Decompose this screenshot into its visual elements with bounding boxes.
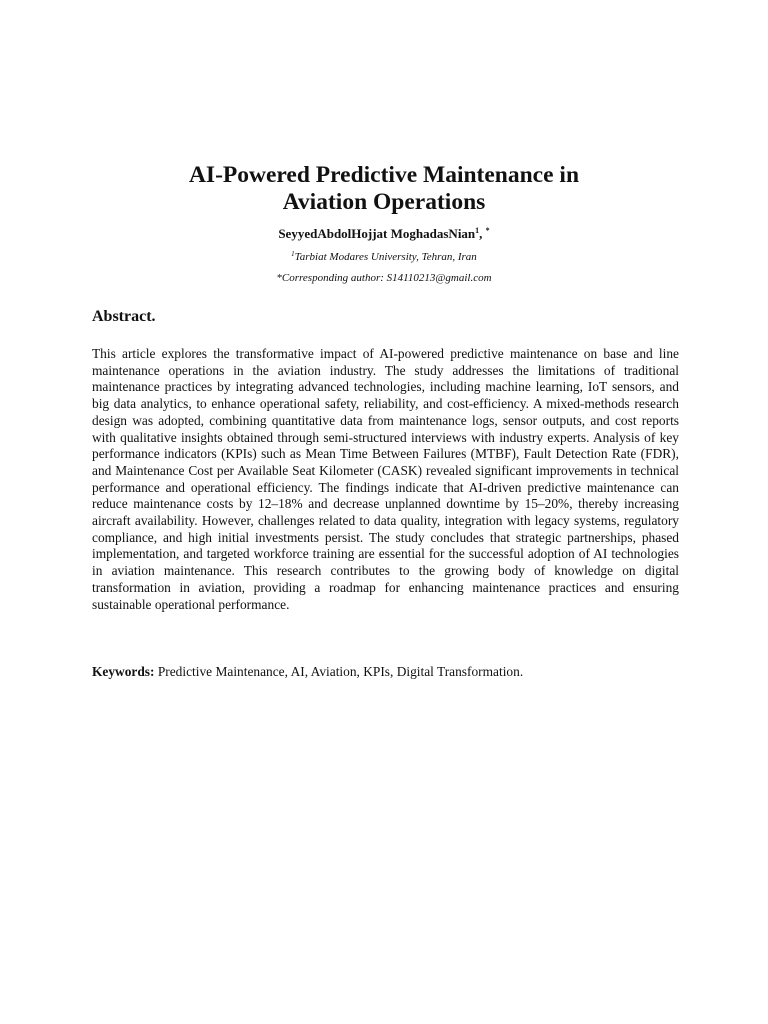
paper-title-line-2: Aviation Operations [282,189,486,215]
author-line [84,225,684,242]
affiliation-text: Tarbiat Modares University, Tehran, Iran [294,251,477,263]
corresponding-author: *Corresponding author: S14110213@gmail.com [276,272,492,284]
keywords-label: Keywords: [92,664,155,679]
author-corresponding-mark: * [485,226,490,235]
keywords-text: Predictive Maintenance, AI, Aviation, KPIs, Digital Transformation. [154,664,524,679]
abstract-heading-label: Abstract [92,308,152,325]
paper-title-line-1: AI-Powered Predictive Maintenance in [188,162,580,188]
abstract-heading-punct: . [151,308,156,325]
author-mark-separator: , [479,226,486,241]
abstract-body: This article explores the transformative impact of AI-powered predictive maintenance on base and line maintenance operations in the aviation industry. The study addresses the limitations of traditional maintenance practices by integrating advanced technologies, including machine learning, IoT sensors, and big data analytics, to enhance operational safety, reliability, and cost-efficiency. A mixed-methods research design was adopted, combining quantitative data from maintenance logs, sensor outputs, and cost reports with qualitative insights obtained through semi-structured interviews with industry experts. Analysis of key performance indicators (KPIs) such as Mean Time Between Failures (MTBF), Fault Detection Rate (FDR), and Maintenance Cost per Available Seat Kilometer (CASK) revealed significant improvements in technical performance and operational efficiency. The findings indicate that AI-driven predictive maintenance can reduce maintenance costs by 12–18% and decrease unplanned downtime by 15–20%, thereby increasing aircraft availability. However, challenges related to data quality, integration with legacy systems, regulatory compliance, and high initial investments persist. The study concludes that strategic partnerships, phased implementation, and targeted workforce training are essential for the successful adoption of AI technologies in aviation maintenance. This research contributes to the growing body of knowledge on digital transformation in aviation, providing a roadmap for enhancing maintenance practices and ensuring sustainable operational performance. [92,346,679,612]
affiliation [84,250,684,264]
author-affiliation-mark: 1 [475,226,480,235]
keywords [92,663,679,680]
abstract-heading [92,307,156,327]
paper-title [84,162,684,216]
affiliation-mark: 1 [291,250,295,258]
author-name: SeyyedAbdolHojjat MoghadasNian [278,226,476,241]
